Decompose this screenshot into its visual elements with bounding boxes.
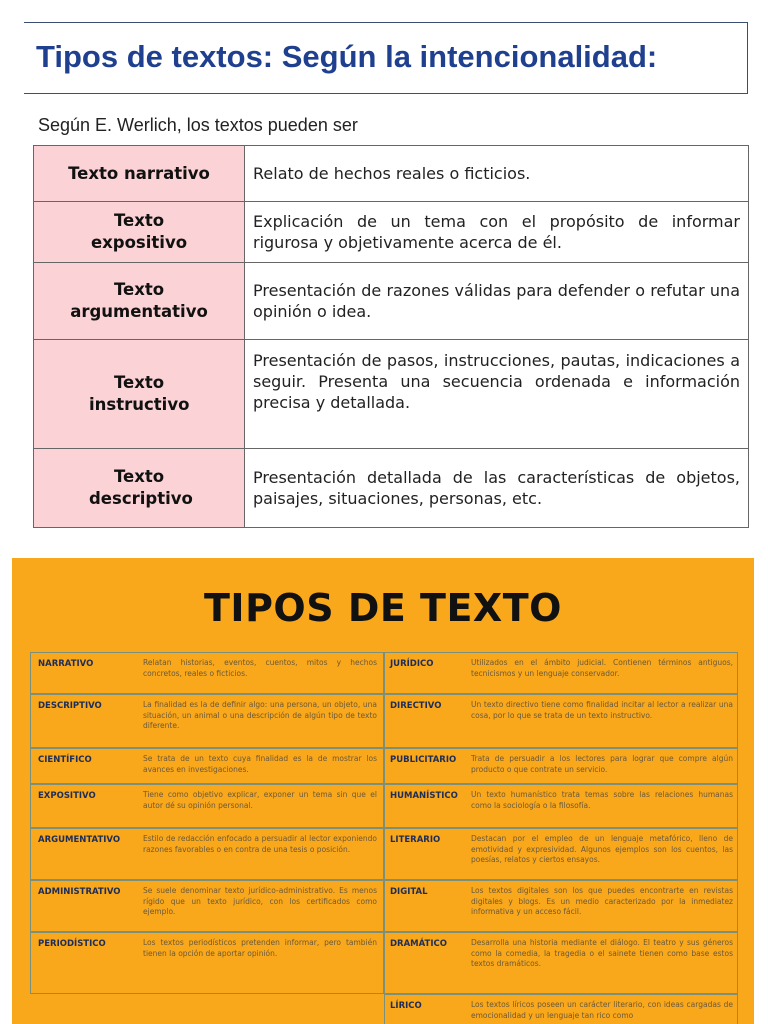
type-name: Texto instructivo <box>34 340 245 449</box>
item-name: DIGITAL <box>390 887 428 897</box>
item-name: NARRATIVO <box>38 659 94 669</box>
item-description: Los textos digitales son los que puedes encontrarte en revistas digitales y blogs. Es un medio caracterizado por la inmediatez informativa y un acceso fácil. <box>471 886 733 916</box>
item-description: Utilizados en el ámbito judicial. Contienen términos antiguos, tecnicismos y un lenguaje conservador. <box>471 658 733 678</box>
item-name: DESCRIPTIVO <box>38 701 102 711</box>
list-item <box>384 784 738 828</box>
item-name: HUMANÍSTICO <box>390 791 458 801</box>
type-name: Texto expositivo <box>34 202 245 263</box>
type-description: Presentación de pasos, instrucciones, pautas, indicaciones a seguir. Presenta una secuencia ordenada e información precisa y detallada. <box>245 340 749 449</box>
list-item <box>30 932 384 994</box>
item-name: LÍRICO <box>390 1001 422 1011</box>
item-name: ADMINISTRATIVO <box>38 887 121 897</box>
list-item <box>30 694 384 748</box>
text-types-table <box>33 145 749 528</box>
table-row <box>34 449 749 528</box>
item-description: La finalidad es la de definir algo: una persona, un objeto, una situación, un animal o una descripción de algún tipo de texto diferente. <box>143 700 377 730</box>
list-item <box>30 652 384 694</box>
list-item <box>30 784 384 828</box>
item-description: Desarrolla una historia mediante el diálogo. El teatro y sus géneros como la comedia, la tragedia o el sainete tienen como base estos textos dramáticos. <box>471 938 733 968</box>
type-description: Explicación de un tema con el propósito de informar rigurosa y objetivamente acerca de él. <box>245 202 749 263</box>
item-description: Se suele denominar texto jurídico-administrativo. Es menos rígido que un texto jurídico, con los certificados como ejemplo. <box>143 886 377 916</box>
table-row <box>34 340 749 449</box>
poster-title: TIPOS DE TEXTO <box>204 586 562 630</box>
list-item <box>30 748 384 784</box>
item-description: Estilo de redacción enfocado a persuadir al lector exponiendo razones favorables o en contra de una tesis o posición. <box>143 834 377 854</box>
table-row <box>34 146 749 202</box>
type-name: Texto narrativo <box>34 146 245 202</box>
list-item <box>384 652 738 694</box>
list-item <box>384 694 738 748</box>
item-name: ARGUMENTATIVO <box>38 835 121 845</box>
item-description: Destacan por el empleo de un lenguaje metafórico, lleno de emotividad y expresividad. Algunos ejemplos son los cuentos, las poesías, relatos y ciertos ensayos. <box>471 834 733 864</box>
list-item <box>384 994 738 1024</box>
item-name: CIENTÍFICO <box>38 755 92 765</box>
item-description: Los textos líricos poseen un carácter literario, con ideas cargadas de emocionalidad y un lenguaje tan rico como <box>471 1000 733 1020</box>
type-description: Presentación de razones válidas para defender o refutar una opinión o idea. <box>245 263 749 340</box>
slide-subtitle: Según E. Werlich, los textos pueden ser <box>38 115 358 135</box>
item-name: DIRECTIVO <box>390 701 442 711</box>
list-item <box>384 828 738 880</box>
type-name: Texto descriptivo <box>34 449 245 528</box>
item-name: PERIODÍSTICO <box>38 939 106 949</box>
slide-title-box <box>24 22 748 94</box>
list-item <box>384 880 738 932</box>
list-item <box>384 748 738 784</box>
list-item <box>30 880 384 932</box>
item-description: Un texto humanístico trata temas sobre las relaciones humanas como la sociología o la filosofía. <box>471 790 733 810</box>
table-row <box>34 202 749 263</box>
type-description: Presentación detallada de las características de objetos, paisajes, situaciones, personas, etc. <box>245 449 749 528</box>
item-name: DRAMÁTICO <box>390 939 447 949</box>
list-item <box>30 828 384 880</box>
item-name: LITERARIO <box>390 835 441 845</box>
item-description: Los textos periodísticos pretenden informar, pero también tienen la opción de aportar opinión. <box>143 938 377 958</box>
text-types-poster <box>12 558 754 1024</box>
item-description: Relatan historias, eventos, cuentos, mitos y hechos concretos, reales o ficticios. <box>143 658 377 678</box>
list-item <box>384 932 738 994</box>
item-name: EXPOSITIVO <box>38 791 96 801</box>
type-description: Relato de hechos reales o ficticios. <box>245 146 749 202</box>
item-description: Un texto directivo tiene como finalidad incitar al lector a realizar una cosa, por lo que se trata de un texto instructivo. <box>471 700 733 720</box>
item-name: PUBLICITARIO <box>390 755 457 765</box>
item-name: JURÍDICO <box>390 659 434 669</box>
item-description: Tiene como objetivo explicar, exponer un tema sin que el autor dé su opinión personal. <box>143 790 377 810</box>
slide-title: Tipos de textos: Según la intencionalidad: <box>36 39 658 74</box>
item-description: Trata de persuadir a los lectores para lograr que compre algún producto o que contrate un servicio. <box>471 754 733 774</box>
item-description: Se trata de un texto cuya finalidad es la de mostrar los avances en investigaciones. <box>143 754 377 774</box>
table-row <box>34 263 749 340</box>
type-name: Texto argumentativo <box>34 263 245 340</box>
